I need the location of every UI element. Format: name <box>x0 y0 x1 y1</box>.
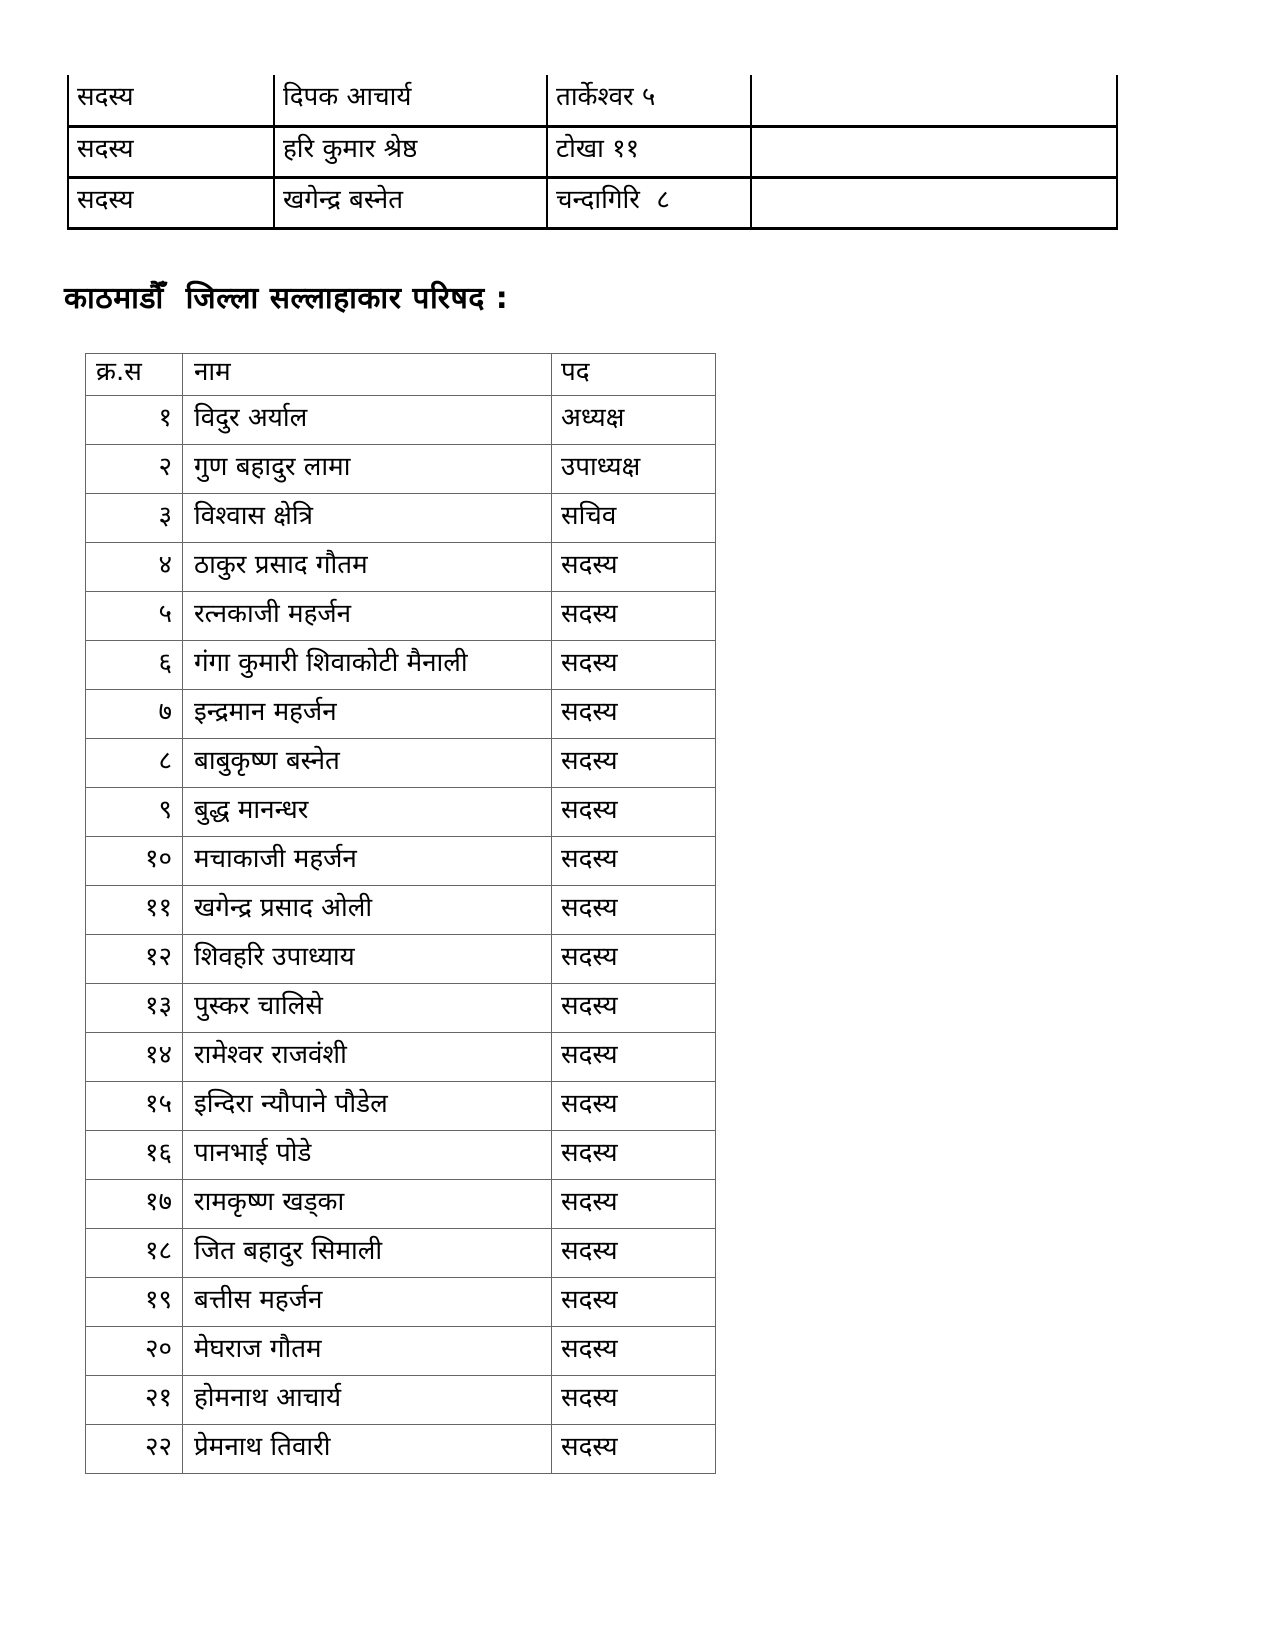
serial-number-cell: १७ <box>86 1180 183 1229</box>
member-place-cell: चन्दागिरि ८ <box>547 177 751 228</box>
member-name-cell: विश्वास क्षेत्रि <box>183 494 552 543</box>
member-name-cell: पुस्कर चालिसे <box>183 984 552 1033</box>
member-name-cell: गंगा कुमारी शिवाकोटी मैनाली <box>183 641 552 690</box>
serial-number-cell: ५ <box>86 592 183 641</box>
serial-number-cell: २२ <box>86 1425 183 1474</box>
member-role-cell: सदस्य <box>68 75 274 126</box>
table-row <box>86 1229 716 1278</box>
member-post-cell: सदस्य <box>552 739 716 788</box>
serial-number-cell: १३ <box>86 984 183 1033</box>
member-post-cell: सदस्य <box>552 592 716 641</box>
member-post-cell: सदस्य <box>552 690 716 739</box>
member-name-cell: विदुर अर्याल <box>183 396 552 445</box>
empty-cell <box>751 126 1117 177</box>
member-name-cell: पानभाई पोडे <box>183 1131 552 1180</box>
serial-number-cell: ३ <box>86 494 183 543</box>
member-name-cell: इन्दिरा न्यौपाने पौडेल <box>183 1082 552 1131</box>
member-place-cell: टोखा ११ <box>547 126 751 177</box>
serial-number-cell: १५ <box>86 1082 183 1131</box>
member-name-cell: रत्नकाजी महर्जन <box>183 592 552 641</box>
table-row <box>86 1425 716 1474</box>
member-post-cell: सचिव <box>552 494 716 543</box>
table-row <box>86 984 716 1033</box>
serial-number-cell: ७ <box>86 690 183 739</box>
empty-cell <box>751 177 1117 228</box>
continuation-table <box>67 75 1118 230</box>
serial-number-cell: १६ <box>86 1131 183 1180</box>
table-row <box>86 592 716 641</box>
member-post-cell: सदस्य <box>552 935 716 984</box>
member-name-cell: इन्द्रमान महर्जन <box>183 690 552 739</box>
table-row <box>86 690 716 739</box>
member-name-cell: बत्तीस महर्जन <box>183 1278 552 1327</box>
post-header: पद <box>552 354 716 396</box>
table-row <box>86 1376 716 1425</box>
table-row <box>86 1278 716 1327</box>
table-row <box>86 788 716 837</box>
table-row <box>86 1180 716 1229</box>
member-post-cell: सदस्य <box>552 1278 716 1327</box>
member-name-cell: गुण बहादुर लामा <box>183 445 552 494</box>
serial-number-cell: २१ <box>86 1376 183 1425</box>
member-post-cell: सदस्य <box>552 641 716 690</box>
member-post-cell: उपाध्यक्ष <box>552 445 716 494</box>
serial-number-cell: २० <box>86 1327 183 1376</box>
serial-number-cell: १ <box>86 396 183 445</box>
member-post-cell: सदस्य <box>552 886 716 935</box>
table-row <box>68 126 1117 177</box>
serial-number-cell: १९ <box>86 1278 183 1327</box>
serial-number-cell: ४ <box>86 543 183 592</box>
member-name-cell: दिपक आचार्य <box>274 75 547 126</box>
member-post-cell: सदस्य <box>552 1033 716 1082</box>
member-name-cell: शिवहरि उपाध्याय <box>183 935 552 984</box>
member-role-cell: सदस्य <box>68 126 274 177</box>
table-row <box>86 837 716 886</box>
table-row <box>86 543 716 592</box>
serial-number-cell: ११ <box>86 886 183 935</box>
table-row <box>86 935 716 984</box>
member-name-cell: रामकृष्ण खड्का <box>183 1180 552 1229</box>
member-name-cell: खगेन्द्र बस्नेत <box>274 177 547 228</box>
member-name-cell: मेघराज गौतम <box>183 1327 552 1376</box>
member-name-cell: बाबुकृष्ण बस्नेत <box>183 739 552 788</box>
member-name-cell: मचाकाजी महर्जन <box>183 837 552 886</box>
serial-number-cell: १० <box>86 837 183 886</box>
member-name-cell: जित बहादुर सिमाली <box>183 1229 552 1278</box>
table-row <box>86 396 716 445</box>
serial-number-cell: १८ <box>86 1229 183 1278</box>
table-row <box>86 886 716 935</box>
member-name-cell: खगेन्द्र प्रसाद ओली <box>183 886 552 935</box>
member-name-cell: रामेश्वर राजवंशी <box>183 1033 552 1082</box>
member-post-cell: सदस्य <box>552 1425 716 1474</box>
section-heading: काठमाडौँ जिल्ला सल्लाहाकार परिषद : <box>64 281 509 316</box>
member-post-cell: अध्यक्ष <box>552 396 716 445</box>
table-row <box>68 177 1117 228</box>
member-name-cell: होमनाथ आचार्य <box>183 1376 552 1425</box>
serial-number-header: क्र.स <box>86 354 183 396</box>
member-name-cell: ठाकुर प्रसाद गौतम <box>183 543 552 592</box>
table-row <box>86 445 716 494</box>
member-name-cell: हरि कुमार श्रेष्ठ <box>274 126 547 177</box>
member-post-cell: सदस्य <box>552 1229 716 1278</box>
serial-number-cell: ६ <box>86 641 183 690</box>
table-row <box>86 1082 716 1131</box>
table-row <box>86 739 716 788</box>
member-post-cell: सदस्य <box>552 1082 716 1131</box>
member-post-cell: सदस्य <box>552 1376 716 1425</box>
table-row <box>86 641 716 690</box>
serial-number-cell: ८ <box>86 739 183 788</box>
member-post-cell: सदस्य <box>552 837 716 886</box>
member-post-cell: सदस्य <box>552 1327 716 1376</box>
member-post-cell: सदस्य <box>552 1131 716 1180</box>
serial-number-cell: १२ <box>86 935 183 984</box>
serial-number-cell: ९ <box>86 788 183 837</box>
member-post-cell: सदस्य <box>552 1180 716 1229</box>
serial-number-cell: १४ <box>86 1033 183 1082</box>
table-header-row <box>86 354 716 396</box>
table-row <box>86 1327 716 1376</box>
member-post-cell: सदस्य <box>552 788 716 837</box>
member-name-cell: प्रेमनाथ तिवारी <box>183 1425 552 1474</box>
table-row <box>86 1131 716 1180</box>
advisory-council-table <box>85 353 716 1474</box>
member-name-cell: बुद्ध मानन्धर <box>183 788 552 837</box>
empty-cell <box>751 75 1117 126</box>
member-post-cell: सदस्य <box>552 543 716 592</box>
member-role-cell: सदस्य <box>68 177 274 228</box>
member-post-cell: सदस्य <box>552 984 716 1033</box>
member-place-cell: तार्केश्वर ५ <box>547 75 751 126</box>
table-row <box>86 494 716 543</box>
table-row <box>86 1033 716 1082</box>
name-header: नाम <box>183 354 552 396</box>
serial-number-cell: २ <box>86 445 183 494</box>
table-row <box>68 75 1117 126</box>
